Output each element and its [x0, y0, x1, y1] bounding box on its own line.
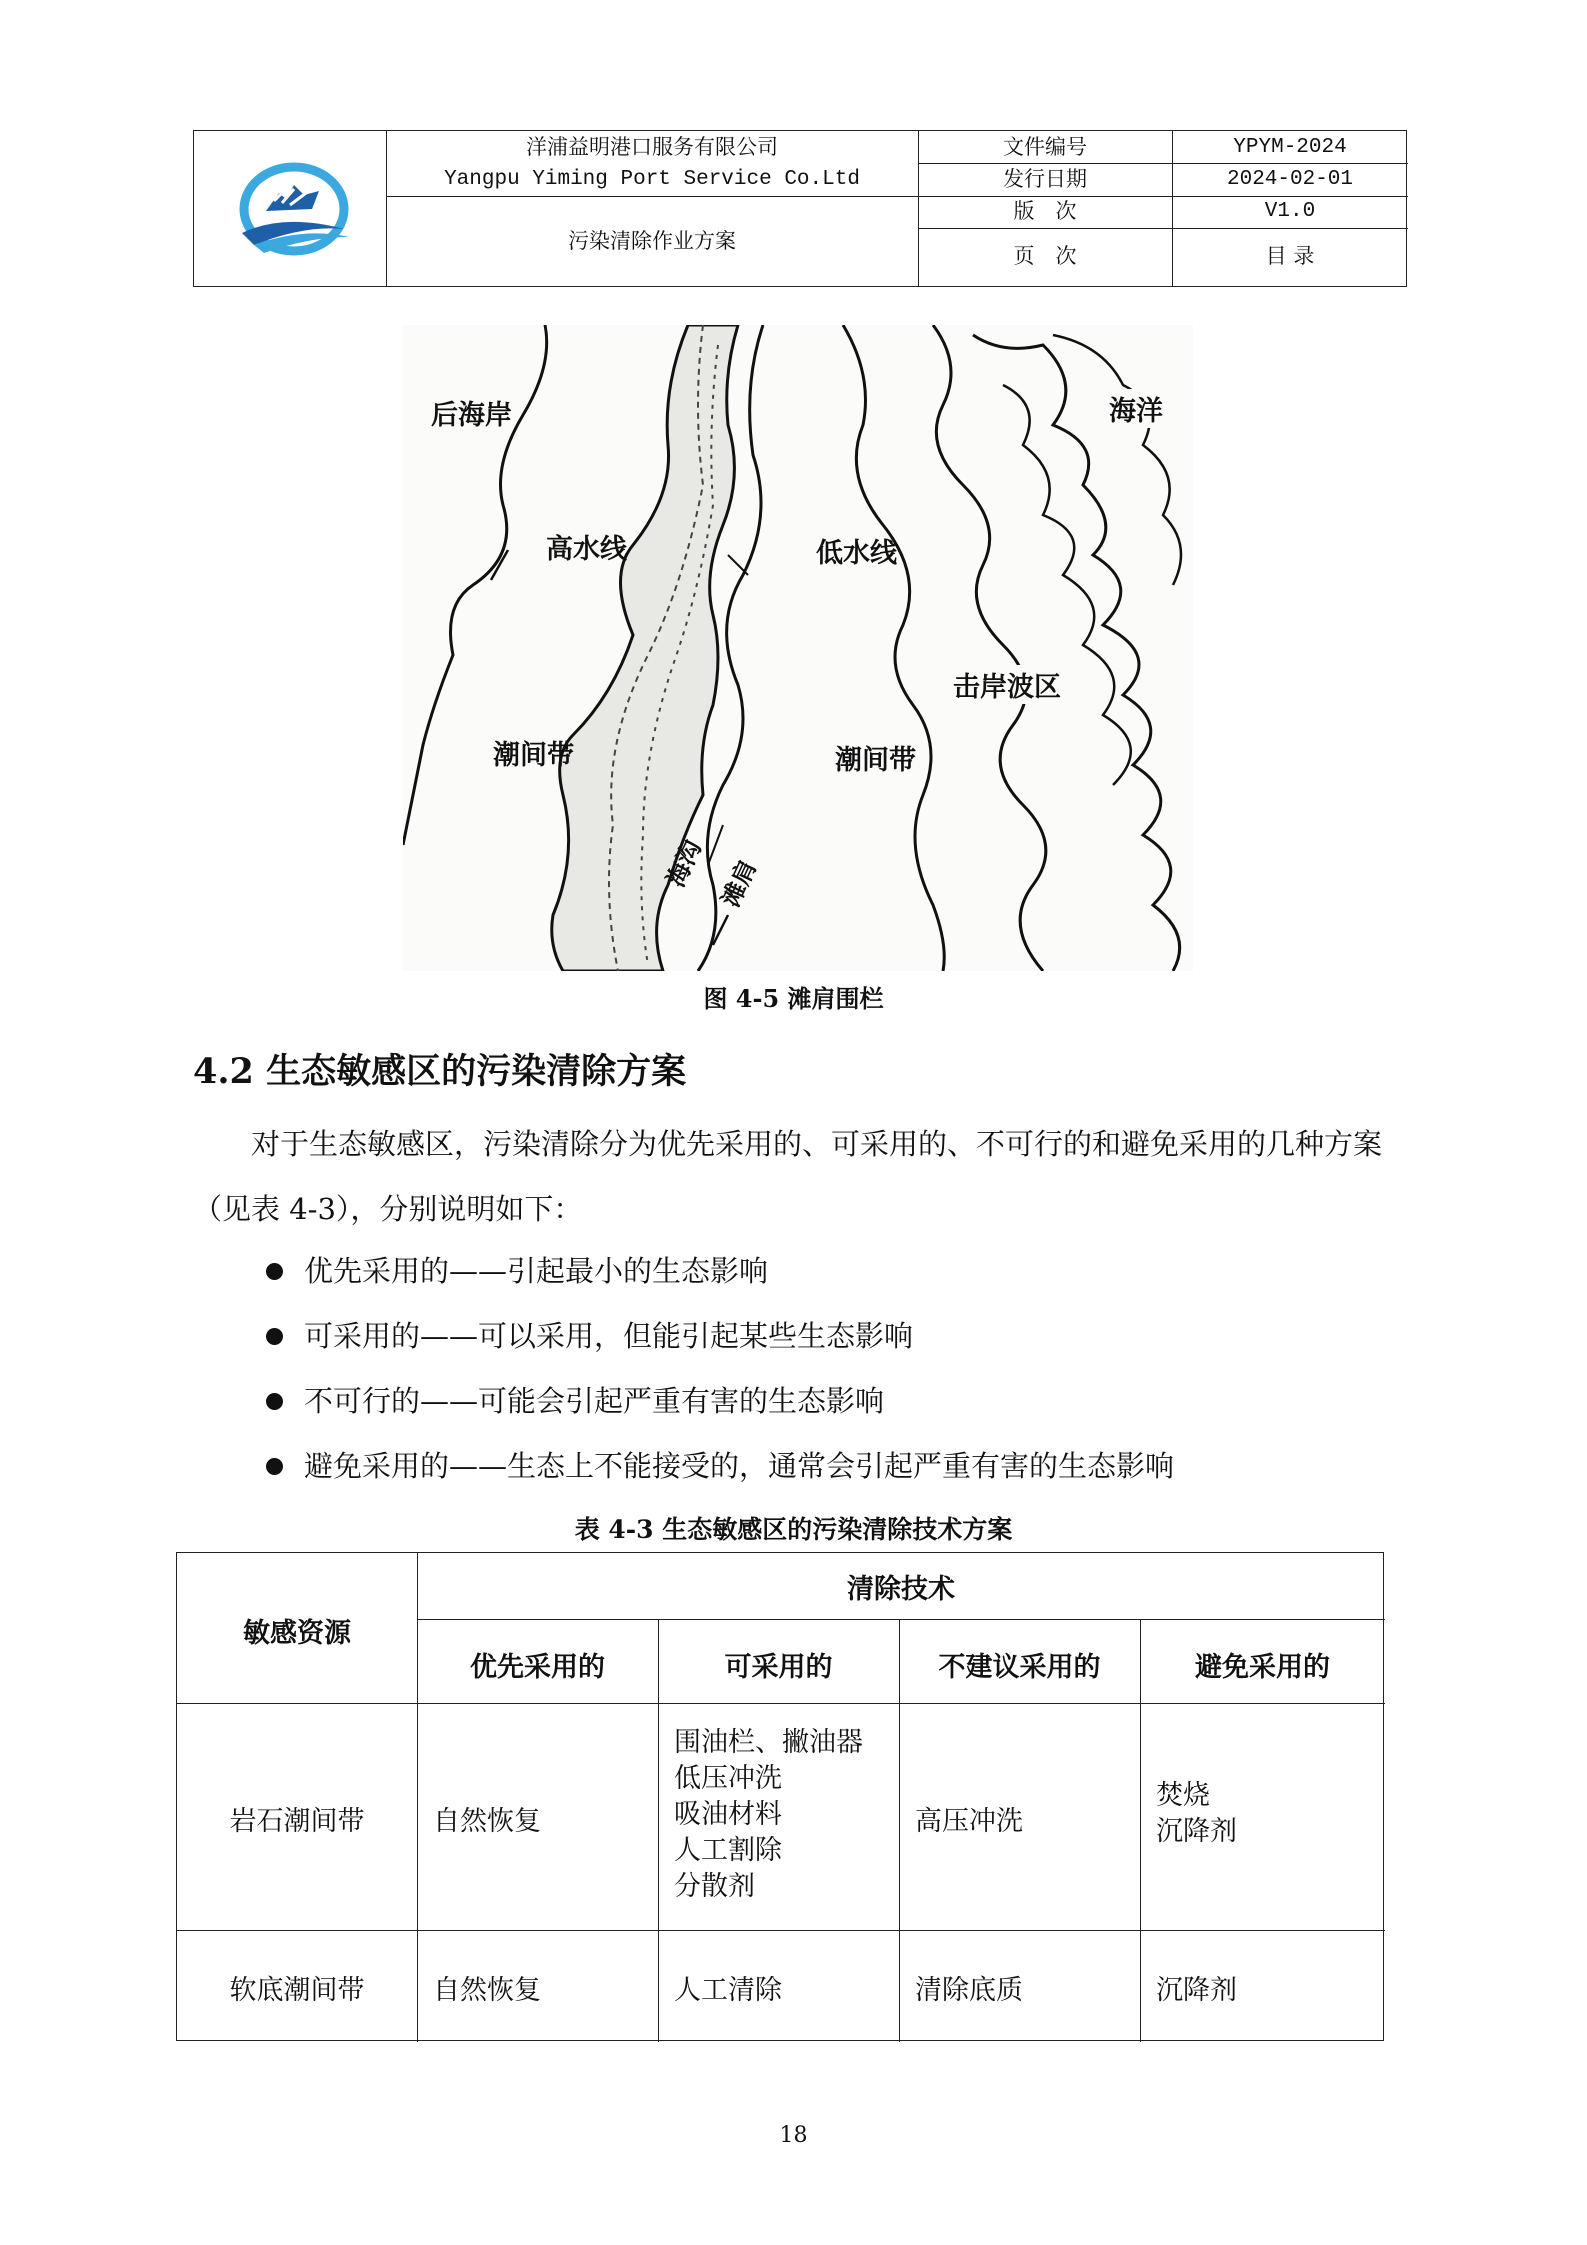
bullet-icon	[266, 1458, 283, 1475]
page-label: 页 次	[1013, 244, 1077, 268]
section-heading: 4.2 生态敏感区的污染清除方案	[193, 1051, 687, 1092]
label-low-water: 低水线	[816, 538, 897, 569]
table-cell-list: 焚烧 沉降剂	[1156, 1780, 1237, 1847]
document-header	[193, 130, 1407, 287]
label-intertidal-right: 潮间带	[835, 745, 916, 776]
table-caption: 表 4-3 生态敏感区的污染清除技术方案	[574, 1515, 1013, 1544]
label-berm: 滩肩	[716, 855, 763, 912]
table-cell: 高压冲洗	[915, 1806, 1023, 1837]
doc-no-label: 文件编号	[1003, 135, 1087, 159]
header-resource: 敏感资源	[243, 1618, 351, 1649]
column-header: 不建议采用的	[938, 1652, 1101, 1683]
company-name-en: Yangpu Yiming Port Service Co.Ltd	[444, 168, 860, 191]
label-back-shore: 后海岸	[431, 400, 512, 431]
header-group: 清除技术	[847, 1574, 955, 1605]
table-cell: 清除底质	[915, 1975, 1023, 2006]
berm-boom-figure	[403, 325, 1193, 971]
bullet-icon	[266, 1393, 283, 1410]
figure-caption: 图 4-5 滩肩围栏	[703, 984, 884, 1013]
table-cell: 自然恢复	[433, 1806, 541, 1837]
company-logo	[224, 141, 364, 271]
table-cell-resource: 软底潮间带	[229, 1975, 365, 2006]
table-cell-list: 围油栏、撇油器 低压冲洗 吸油材料 人工割除 分散剂	[674, 1727, 863, 1902]
table-cell: 人工清除	[674, 1975, 782, 2006]
list-item: 避免采用的——生态上不能接受的，通常会引起严重有害的生态影响	[262, 1434, 1174, 1499]
table-cell-resource: 岩石潮间带	[229, 1806, 365, 1837]
version-value: V1.0	[1264, 200, 1316, 223]
column-header: 优先采用的	[470, 1652, 605, 1683]
doc-no-value: YPYM-2024	[1233, 136, 1347, 159]
label-ocean: 海洋	[1109, 389, 1163, 428]
bullet-icon	[266, 1328, 283, 1345]
bullet-icon	[266, 1263, 283, 1280]
page-number: 18	[779, 2123, 808, 2148]
issue-date-label: 发行日期	[1003, 167, 1087, 191]
label-high-water: 高水线	[546, 534, 627, 565]
column-header: 可采用的	[724, 1652, 833, 1683]
company-name-cn: 洋浦益明港口服务有限公司	[526, 135, 778, 159]
option-list	[262, 1239, 1174, 1499]
issue-date-value: 2024-02-01	[1226, 168, 1354, 191]
label-trench: 海沟	[661, 835, 708, 892]
page-value: 目 录	[1265, 244, 1315, 268]
version-label: 版 次	[1013, 199, 1077, 223]
list-item: 不可行的——可能会引起严重有害的生态影响	[262, 1369, 1174, 1434]
cleanup-technique-table	[176, 1552, 1384, 2041]
intro-paragraph: 对于生态敏感区，污染清除分为优先采用的、可采用的、不可行的和避免采用的几种方案（见表 4-3），分别说明如下：	[193, 1127, 1383, 1226]
table-cell: 自然恢复	[433, 1975, 541, 2006]
label-intertidal-left: 潮间带	[493, 740, 574, 771]
label-surf-zone: 击岸波区	[953, 665, 1061, 704]
column-header: 避免采用的	[1195, 1652, 1330, 1683]
list-item: 优先采用的——引起最小的生态影响	[262, 1239, 1174, 1304]
list-item: 可采用的——可以采用，但能引起某些生态影响	[262, 1304, 1174, 1369]
table-cell: 沉降剂	[1156, 1975, 1237, 2006]
document-title: 污染清除作业方案	[568, 229, 736, 253]
